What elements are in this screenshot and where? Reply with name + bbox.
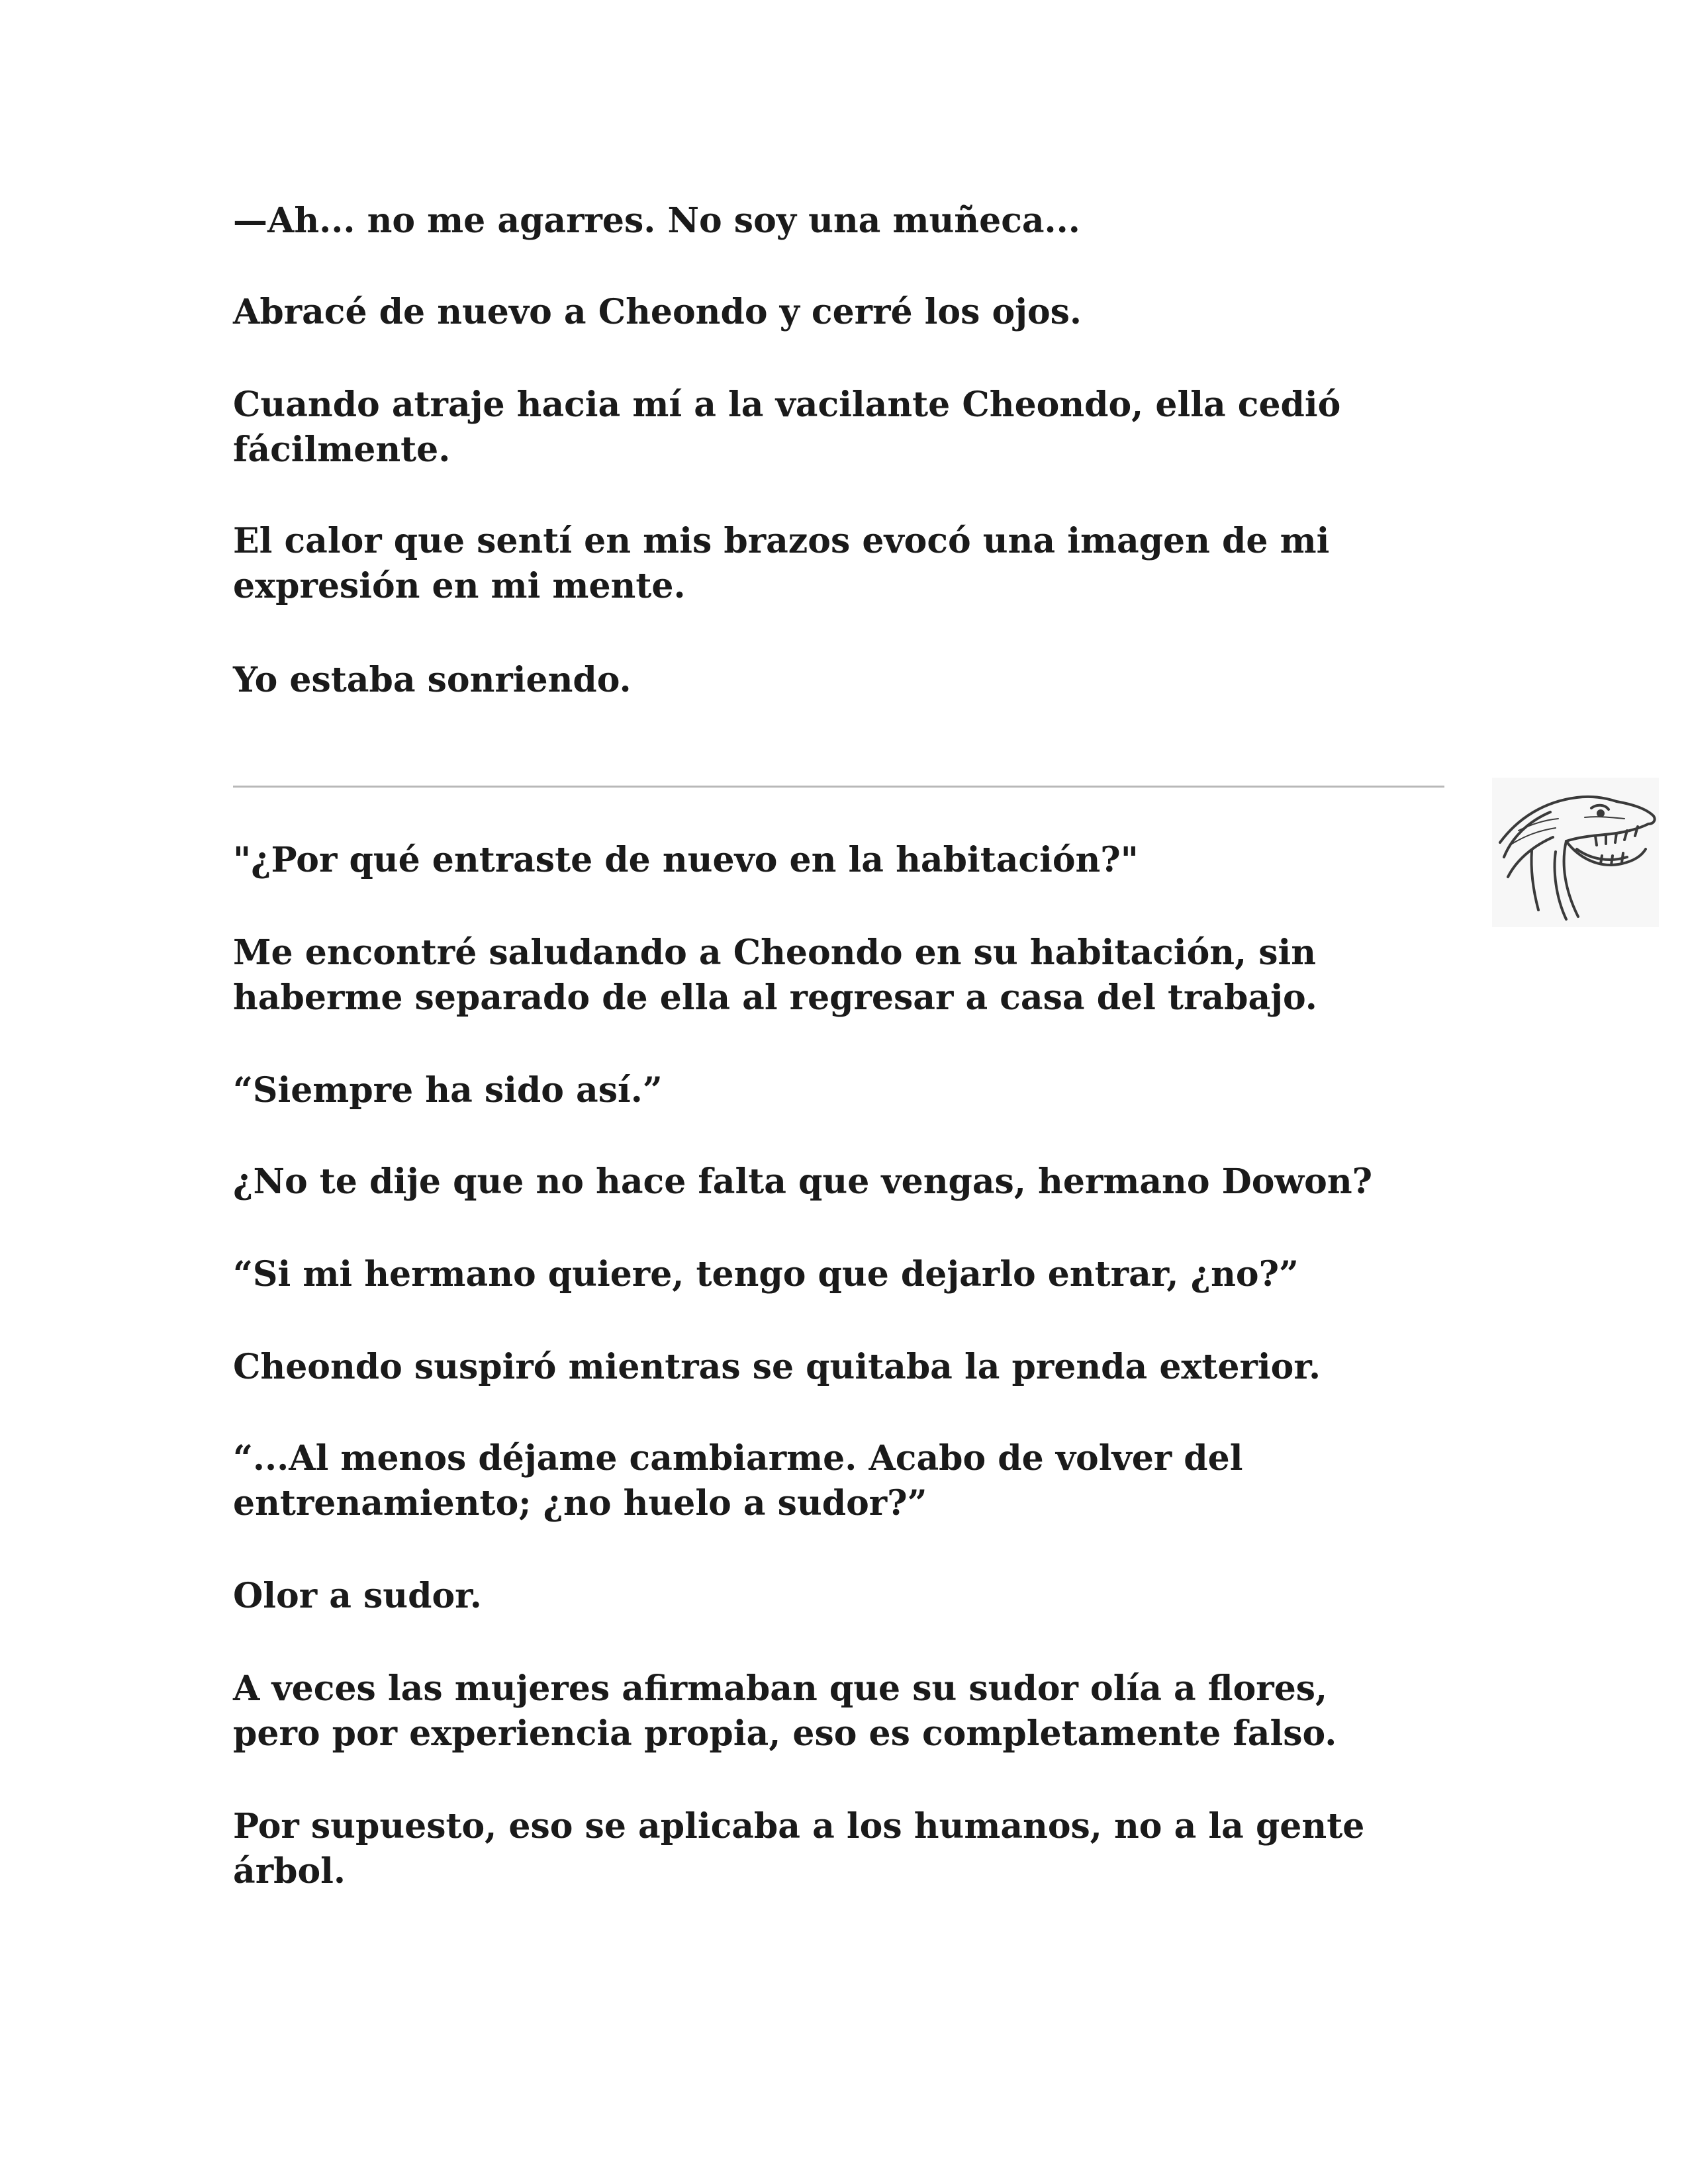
text-line: —Ah... no me agarres. No soy una muñeca... — [233, 201, 1080, 241]
text-line: Abracé de nuevo a Cheondo y cerré los ojos. — [233, 292, 1082, 332]
text-line: árbol. — [233, 1851, 346, 1891]
paragraph — [233, 1666, 1464, 1756]
paragraph — [233, 838, 1464, 883]
text-line: "¿Por qué entraste de nuevo en la habitación?" — [233, 840, 1139, 880]
text-line: ¿No te dije que no hace falta que vengas, hermano Dowon? — [233, 1161, 1373, 1202]
paragraph — [233, 1252, 1464, 1297]
text-line: pero por experiencia propia, eso es completamente falso. — [233, 1713, 1337, 1754]
text-line: expresión en mi mente. — [233, 566, 686, 606]
paragraph — [233, 658, 1464, 703]
paragraph — [233, 290, 1464, 335]
section-divider — [233, 786, 1444, 788]
text-line: Cuando atraje hacia mí a la vacilante Cheondo, ella cedió — [233, 385, 1341, 425]
text-line: “Si mi hermano quiere, tengo que dejarlo entrar, ¿no?” — [233, 1254, 1299, 1295]
text-line: “Siempre ha sido así.” — [233, 1070, 663, 1111]
text-line: haberme separado de ella al regresar a casa del trabajo. — [233, 978, 1317, 1018]
paragraph — [233, 519, 1464, 609]
text-line: El calor que sentí en mis brazos evocó una imagen de mi — [233, 521, 1330, 561]
paragraph — [233, 199, 1464, 244]
text-line: A veces las mujeres afirmaban que su sudor olía a flores, — [233, 1668, 1328, 1709]
dinosaur-head-sketch-icon — [1492, 778, 1659, 927]
text-line: Me encontré saludando a Cheondo en su habitación, sin — [233, 933, 1317, 973]
text-line: Yo estaba sonriendo. — [233, 660, 632, 700]
paragraph — [233, 1068, 1464, 1113]
text-line: fácilmente. — [233, 430, 451, 470]
text-line: “...Al menos déjame cambiarme. Acabo de volver del — [233, 1438, 1243, 1479]
paragraph — [233, 1160, 1464, 1205]
text-line: Cheondo suspiró mientras se quitaba la prenda exterior. — [233, 1347, 1321, 1387]
paragraph — [233, 1574, 1464, 1619]
paragraph — [233, 1804, 1464, 1894]
text-line: Por supuesto, eso se aplicaba a los humanos, no a la gente — [233, 1806, 1365, 1846]
paragraph — [233, 1345, 1464, 1390]
paragraph — [233, 931, 1464, 1021]
paragraph — [233, 383, 1464, 473]
text-line: entrenamiento; ¿no huelo a sudor?” — [233, 1483, 927, 1524]
paragraph — [233, 1436, 1464, 1526]
text-line: Olor a sudor. — [233, 1576, 482, 1616]
